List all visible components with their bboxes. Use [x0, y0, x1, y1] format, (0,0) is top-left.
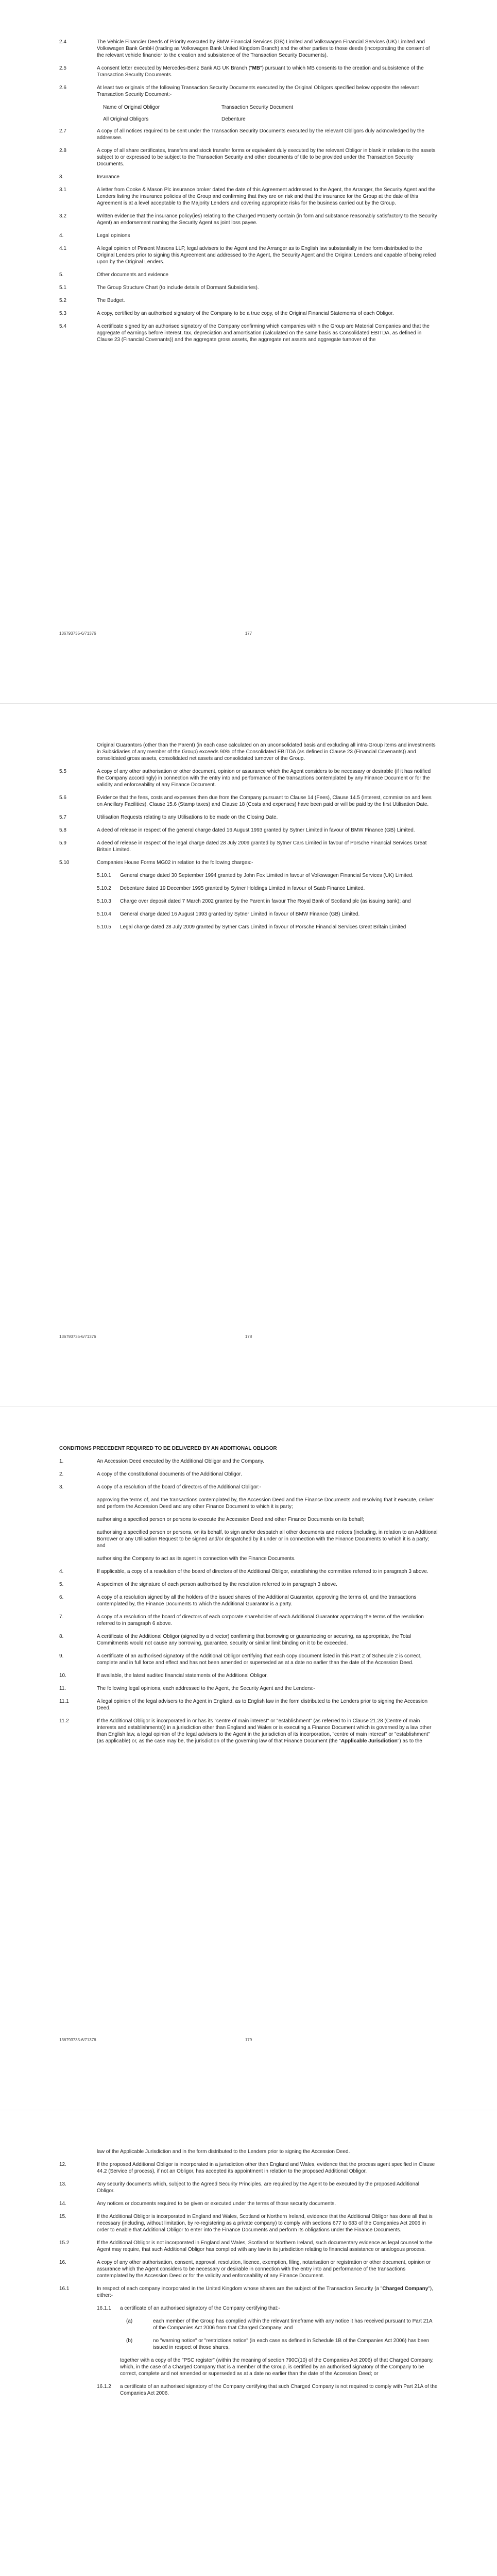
item-12	[59, 2161, 438, 2175]
clause-number: 5.1	[59, 285, 66, 291]
page-177	[0, 0, 497, 703]
clause-5-1	[59, 284, 438, 291]
security-documents-table	[97, 104, 438, 123]
heading-text: Insurance	[97, 174, 119, 180]
subitem-letter: (a)	[126, 2318, 133, 2324]
clause-number: 5.5	[59, 769, 66, 774]
heading-text: Other documents and evidence	[97, 272, 168, 278]
clause-text: A copy, certified by an authorised signatory of the Company to be a true copy, of the Original Financial Statements of each Obligor.	[97, 311, 394, 316]
item-text: If the Additional Obligor is incorporated in or has its "centre of main interest" or "establishment" (as referred to in Clause 21.28 (Centre of main interests and establishments)) in a jurisdiction other than England and Wales or is executing a Finance Document which is governed by a law other than English law, a legal opinion of the legal advisers to the Agent in the jurisdiction of its incorporation, "centre of main interest" or "establishment" (as applicable) or, as the case may be, the jurisdiction of the governing law of that Finance Document (the "Applicable Jurisdiction") as to the	[97, 1718, 432, 1744]
document-reference: 136793735-6/71376	[59, 2038, 96, 2042]
section-heading-other-documents	[59, 272, 438, 278]
subitem-text: together with a copy of the "PSC register" (within the meaning of section 790C(10) of the Companies Act 2006) of that Charged Company, which, in the case of a Charged Company that is a member of the Group, is certified by an authorised signatory of the Company to be correct, complete and not amended or superseded as at a date no earlier than the date of the Accession Deed; or	[120, 2358, 434, 2377]
item-number: 4.	[59, 1569, 64, 1574]
subclause-5-10-4	[97, 911, 438, 918]
clause-text: The Group Structure Chart (to include details of Dormant Subsidiaries).	[97, 285, 259, 291]
subitem-text: no "warning notice" or "restrictions notice" (in each case as defined in Schedule 1B of the Companies Act 2006) has been issued in respect of those shares,	[153, 2338, 430, 2350]
subclause-5-10-3	[97, 898, 438, 905]
item-text: A copy of the constitutional documents of the Additional Obligor.	[97, 1471, 242, 1477]
clause-number: 3.	[59, 174, 64, 180]
clause-3-1	[59, 187, 438, 207]
page-number: 177	[245, 631, 252, 636]
document-reference: 136793735-6/71376	[59, 1334, 96, 1339]
clause-5-2	[59, 297, 438, 304]
clause-5-9	[59, 840, 438, 853]
continued-text: law of the Applicable Jurisdiction and in the form distributed to the Lenders prior to signing the Accession Deed.	[97, 2149, 350, 2155]
table-row	[97, 116, 438, 123]
clause-text: Companies House Forms MG02 in relation to the following charges:-	[97, 860, 253, 866]
item-text: The following legal opinions, each addressed to the Agent, the Security Agent and the Lenders:-	[97, 1686, 315, 1691]
clause-5-8	[59, 827, 438, 834]
item-number: 9.	[59, 1653, 64, 1659]
item-4	[59, 1568, 438, 1575]
clause-text: A consent letter executed by Mercedes-Benz Bank AG UK Branch ("MB") pursuant to which MB consents to the creation and subsistence of the Transaction Security Documents.	[97, 65, 424, 78]
clause-2-5	[59, 65, 438, 78]
clause-text: A deed of release in respect of the legal charge dated 28 July 2009 granted by Sytner Cars Limited in favour of Porsche Financial Services Great Britain Limited.	[97, 840, 427, 853]
subclause-number: 5.10.2	[97, 886, 111, 891]
item-text: If the proposed Additional Obligor is incorporated in a jurisdiction other than England and Wales, evidence that the process agent specified in Clause 44.2 (Service of process), if not an Obligor, has accepted its appointment in relation to the proposed Additional Obligor.	[97, 2162, 435, 2174]
table-header	[97, 104, 438, 111]
item-text: A legal opinion of the legal advisers to the Agent in England, as to English law in the form distributed to the Lenders prior to signing the Accession Deed.	[97, 1699, 428, 1711]
schedule-title: CONDITIONS PRECEDENT REQUIRED TO BE DELIVERED BY AN ADDITIONAL OBLIGOR	[59, 1446, 277, 1451]
page-body	[59, 39, 438, 349]
clause-5-10	[59, 859, 438, 866]
section-heading-legal-opinions	[59, 232, 438, 239]
continued-text: Original Guarantors (other than the Parent) (in each case calculated on an unconsolidated basis and excluding all intra-Group items and investments in Subsidiaries of any member of the Group) exceeds 90% of the Consolidated EBITDA (as defined in Clause 23 (Financial Covenants)) and consolidated gross assets, consolidated net assets and consolidated turnover of the Group.	[97, 742, 436, 761]
clause-number: 5.8	[59, 827, 66, 833]
item-text: If the Additional Obligor is not incorporated in England and Wales, Scotland or Northern Ireland, such documentary evidence as legal counsel to the Agent may require, that such Additional Obligor has complied with any law in its jurisdiction relating to financial assistance or analogous process.	[97, 2240, 433, 2252]
item-16-1	[59, 2285, 438, 2299]
subitem-text: each member of the Group has complied within the relevant timeframe with any notice it has received pursuant to Part 21A of the Companies Act 2006 from that Charged Company; and	[153, 2318, 432, 2331]
clause-number: 2.8	[59, 148, 66, 154]
item-number: 12.	[59, 2162, 66, 2167]
clause-text: At least two originals of the following Transaction Security Documents executed by the Original Obligors specified below opposite the relevant Transaction Security Document:-	[97, 85, 419, 97]
subclause-5-10-2	[97, 885, 438, 892]
item-text: Any security documents which, subject to the Agreed Security Principles, are required by the Agent to be executed by the proposed Additional Obligor.	[97, 2181, 419, 2194]
item-text: A copy of a resolution of the board of directors of the Additional Obligor:-	[97, 1484, 262, 1490]
item-14	[59, 2200, 438, 2207]
clause-5-7	[59, 814, 438, 821]
clause-2-7	[59, 128, 438, 141]
clause-number: 2.4	[59, 39, 66, 45]
subitem-text: authorising a specified person or persons, on its behalf, to sign and/or despatch all other documents and notices (including, in relation to an Additional Borrower or any Utilisation Request to be signed and/or despatched by it under or in connection with the Finance Documents to which it is a party; and	[97, 1530, 438, 1549]
clause-number: 5.6	[59, 795, 66, 801]
item-number: 2.	[59, 1471, 64, 1477]
subclause-5-10-1	[97, 872, 438, 879]
item-3	[59, 1484, 438, 1490]
subclause-text: Charge over deposit dated 7 March 2002 granted by the Parent in favour The Royal Bank of Scotland plc (as issuing bank); and	[120, 899, 411, 904]
subclause-5-10-5	[97, 924, 438, 930]
clause-2-8	[59, 147, 438, 167]
item-6	[59, 1594, 438, 1607]
section-heading-insurance	[59, 174, 438, 180]
clause-5-6	[59, 794, 438, 808]
clause-number: 5.2	[59, 298, 66, 303]
clause-2-4	[59, 39, 438, 59]
item-number: 8.	[59, 1634, 64, 1639]
subitem-text: authorising a specified person or persons to execute the Accession Deed and other Finance Documents on its behalf;	[97, 1517, 365, 1522]
subitem-text: a certificate of an authorised signatory of the Company certifying that such Charged Company is not required to comply with Part 21A of the Companies Act 2006.	[120, 2384, 438, 2396]
clause-number: 5.	[59, 272, 64, 278]
clause-5-4	[59, 323, 438, 343]
subitem-text: authorising the Company to act as its agent in connection with the Finance Documents.	[97, 1556, 296, 1562]
item-number: 10.	[59, 1673, 66, 1679]
subclause-number: 5.10.4	[97, 911, 111, 917]
item-text: If the Additional Obligor is incorporated in England and Wales, Scotland or Northern Ireland, evidence that the Additional Obligor has done all that is necessary (including, without limitation, by re-registering as a private company) to comply with sections 677 to 683 of the Companies Act 2006 in order to enable that Additional Obligor to enter into the Finance Documents and perform its obligations under the Finance Documents.	[97, 2214, 433, 2233]
clause-number: 2.5	[59, 65, 66, 71]
table-cell-obligor: All Original Obligors	[103, 116, 149, 122]
subclause-text: Legal charge dated 28 July 2009 granted by Sytner Cars Limited in favour of Porsche Financial Services Great Britain Limited	[120, 924, 406, 930]
clause-3-2	[59, 213, 438, 226]
item-number: 15.2	[59, 2240, 70, 2246]
table-header-obligor: Name of Original Obligor	[103, 105, 160, 110]
clause-5-3	[59, 310, 438, 317]
item-5	[59, 1581, 438, 1588]
item-13	[59, 2181, 438, 2194]
page-body	[59, 2148, 438, 2403]
subclause-text: Debenture dated 19 December 1995 granted by Sytner Holdings Limited in favour of Saab Finance Limited.	[120, 886, 365, 891]
clause-number: 5.3	[59, 311, 66, 316]
item-text: A copy of a resolution of the board of directors of each corporate shareholder of each Additional Guarantor approving the terms of the resolution referred to in paragraph 6 above.	[97, 1614, 424, 1626]
item-text: A certificate of an authorised signatory of the Additional Obligor certifying that each copy document listed in this Part 2 of Schedule 2 is correct, complete and in full force and effect and has not been amended or superseded as at a date no earlier than the date of the Accession Deed.	[97, 1653, 422, 1666]
item-7	[59, 1614, 438, 1627]
subitem-number: 16.1.1	[97, 2306, 111, 2311]
item-text: A specimen of the signature of each person authorised by the resolution referred to in paragraph 3 above.	[97, 1582, 337, 1587]
clause-text: A legal opinion of Pinsent Masons LLP, legal advisers to the Agent and the Arranger as to English law substantially in the form distributed to the Original Lenders prior to signing this Agreement and addressed to the Agent, the Security Agent and the Original Lenders and capable of being relied upon by the Original Lenders.	[97, 246, 436, 265]
item-number: 13.	[59, 2181, 66, 2187]
subclause-number: 5.10.1	[97, 873, 111, 878]
table-cell-document: Debenture	[221, 116, 246, 122]
item-text: An Accession Deed executed by the Additional Obligor and the Company.	[97, 1459, 265, 1464]
clause-number: 2.6	[59, 85, 66, 91]
clause-5-5	[59, 768, 438, 788]
item-number: 5.	[59, 1582, 64, 1587]
item-number: 11.1	[59, 1699, 69, 1704]
clause-text: A copy of all share certificates, transfers and stock transfer forms or equivalent duly executed by the relevant Obligor in blank in relation to the assets subject to or expressed to be subject to the Transaction Security and other documents of title to be provided under the Transaction Security Documents.	[97, 148, 436, 167]
item-16	[59, 2259, 438, 2279]
clause-number: 5.7	[59, 815, 66, 820]
clause-text: A letter from Cooke & Mason Plc insurance broker dated the date of this Agreement addressed to the Agent, the Arranger, the Security Agent and the Lenders listing the insurance policies of the Group and confirming that they are on risk and that the insurance for the Group at the date of this Agreement is at a level acceptable to the Majority Lenders and covering appropriate risks for the business carried out by the Group.	[97, 187, 436, 206]
clause-number: 5.10	[59, 860, 70, 866]
subitem-number: 16.1.2	[97, 2384, 111, 2389]
item-15-2	[59, 2240, 438, 2253]
clause-number: 3.1	[59, 187, 66, 193]
page-number: 179	[245, 2038, 252, 2042]
item-number: 11.2	[59, 1718, 69, 1724]
document-reference: 136793735-6/71376	[59, 631, 96, 636]
item-number: 11.	[59, 1686, 66, 1691]
subitem-d	[59, 1555, 438, 1562]
subitem-16-1-1-b	[126, 2337, 438, 2351]
item-text: Any notices or documents required to be given or executed under the terms of those security documents.	[97, 2201, 336, 2207]
subclause-number: 5.10.5	[97, 924, 111, 930]
subitem-text: a certificate of an authorised signatory of the Company certifying that:-	[120, 2306, 280, 2311]
clause-4-1	[59, 245, 438, 265]
item-number: 15.	[59, 2214, 66, 2219]
subclause-text: General charge dated 16 August 1993 granted by Sytner Limited in favour of BMW Finance (GB) Limited.	[120, 911, 360, 917]
clause-text: The Vehicle Financier Deeds of Priority executed by BMW Financial Services (GB) Limited and Volkswagen Financial Services (UK) Limited and Volkswagen Bank GmbH (trading as Volkswagen Bank United Kingdom Branch) and the other parties to those deeds (incorporating the consent of the relevant vehicle financier to the creation and subsistence of the Transaction Security Documents).	[97, 39, 430, 58]
clause-number: 4.	[59, 233, 64, 239]
item-number: 3.	[59, 1484, 64, 1490]
item-number: 7.	[59, 1614, 64, 1620]
clause-text: A copy of all notices required to be sent under the Transaction Security Documents executed by the relevant Obligors duly acknowledged by the addressee.	[97, 128, 424, 141]
subitem-c	[59, 1529, 438, 1549]
clause-number: 2.7	[59, 128, 66, 134]
subitem-16-1-1-continuation	[97, 2357, 438, 2377]
item-11-2	[59, 1718, 438, 1744]
item-9	[59, 1653, 438, 1666]
clause-text: Written evidence that the insurance policy(ies) relating to the Charged Property contain (in form and substance reasonably satisfactory to the Security Agent) an endorsement naming the Security Agent as joint loss payee.	[97, 213, 437, 226]
item-number: 6.	[59, 1595, 64, 1600]
subitem-16-1-1	[97, 2305, 438, 2312]
subitem-16-1-2	[97, 2383, 438, 2397]
item-number: 14.	[59, 2201, 66, 2207]
item-text: If applicable, a copy of a resolution of the board of directors of the Additional Obligor, establishing the committee referred to in paragraph 3 above.	[97, 1569, 429, 1574]
page-179	[0, 1406, 497, 2110]
item-text: A copy of any other authorisation, consent, approval, resolution, licence, exemption, filing, notarisation or registration or other document, opinion or assurance which the Agent considers to be necessary or desirable in connection with the entry into and performance of the transactions contemplated by the Accession Deed or for the validity and enforceability of any Finance Document.	[97, 2260, 431, 2279]
item-8	[59, 1633, 438, 1647]
item-text: If available, the latest audited financial statements of the Additional Obligor.	[97, 1673, 268, 1679]
item-1	[59, 1458, 438, 1465]
subclause-number: 5.10.3	[97, 899, 111, 904]
clause-text: A deed of release in respect of the general charge dated 16 August 1993 granted by Sytner Limited in favour of BMW Finance (GB) Limited.	[97, 827, 415, 833]
item-number: 16.1	[59, 2286, 70, 2292]
subitem-a	[59, 1497, 438, 1510]
item-2	[59, 1471, 438, 1478]
clause-number: 5.9	[59, 840, 66, 846]
subclause-text: General charge dated 30 September 1994 granted by John Fox Limited in favour of Volkswagen Financial Services (UK) Limited.	[120, 873, 414, 878]
item-text: A certificate of the Additional Obligor (signed by a director) confirming that borrowing or guaranteeing or securing, as appropriate, the Total Commitments would not cause any borrowing, guarantee, security or similar limit binding on it to be exceeded.	[97, 1634, 412, 1646]
heading-text: Legal opinions	[97, 233, 130, 239]
item-text: In respect of each company incorporated in the United Kingdom whose shares are the subject of the Transaction Security (a "Charged Company"), either:-	[97, 2286, 433, 2298]
page-body	[59, 1445, 438, 1751]
item-11	[59, 1685, 438, 1692]
item-15-1	[59, 2213, 438, 2233]
clause-text: A certificate signed by an authorised signatory of the Company confirming which companies within the Group are Material Companies and that the aggregate of earnings before interest, tax, depreciation and amortisation (calculated on the same basis as Consolidated EBITDA, as defined in Clause 23 (Financial Covenants)) and the aggregate gross assets, the aggregate net assets and aggregate turnover of the	[97, 324, 430, 343]
page-number: 178	[245, 1334, 252, 1339]
page-body	[59, 742, 438, 937]
clause-text: A copy of any other authorisation or other document, opinion or assurance which the Agent considers to be necessary or desirable (if it has notified the Company accordingly) in connection with the entry into and performance of the transactions contemplated by any Finance Document or for the validity and enforceability of any Finance Document.	[97, 769, 431, 788]
clause-text: Evidence that the fees, costs and expenses then due from the Company pursuant to Clause 14 (Fees), Clause 14.5 (Interest, commission and fees on Ancillary Facilities), Clause 15.6 (Stamp taxes) and Clause 18 (Costs and expenses) have been paid or will be paid by the first Utilisation Date.	[97, 795, 432, 807]
subitem-16-1-1-a	[126, 2318, 438, 2331]
clause-text: The Budget.	[97, 298, 125, 303]
item-number: 1.	[59, 1459, 64, 1464]
item-11-1	[59, 1698, 438, 1711]
subitem-text: approving the terms of, and the transactions contemplated by, the Accession Deed and the Finance Documents and resolving that it execute, deliver and perform the Accession Deed and any other Finance Document to which it is party;	[97, 1497, 434, 1510]
page-180	[0, 2110, 497, 2576]
clause-2-6	[59, 84, 438, 98]
table-header-document: Transaction Security Document	[221, 105, 294, 110]
subitem-b	[59, 1516, 438, 1523]
item-number: 16.	[59, 2260, 66, 2265]
page-178	[0, 703, 497, 1406]
subitem-letter: (b)	[126, 2338, 133, 2344]
item-10	[59, 1672, 438, 1679]
item-text: A copy of a resolution signed by all the holders of the issued shares of the Additional Guarantor, approving the terms of, and the transactions contemplated by, the Finance Documents to which the Additional Guarantor is a party.	[97, 1595, 417, 1607]
clause-number: 3.2	[59, 213, 66, 219]
clause-number: 4.1	[59, 246, 66, 251]
clause-text: Utilisation Requests relating to any Utilisations to be made on the Closing Date.	[97, 815, 278, 820]
clause-number: 5.4	[59, 324, 66, 329]
